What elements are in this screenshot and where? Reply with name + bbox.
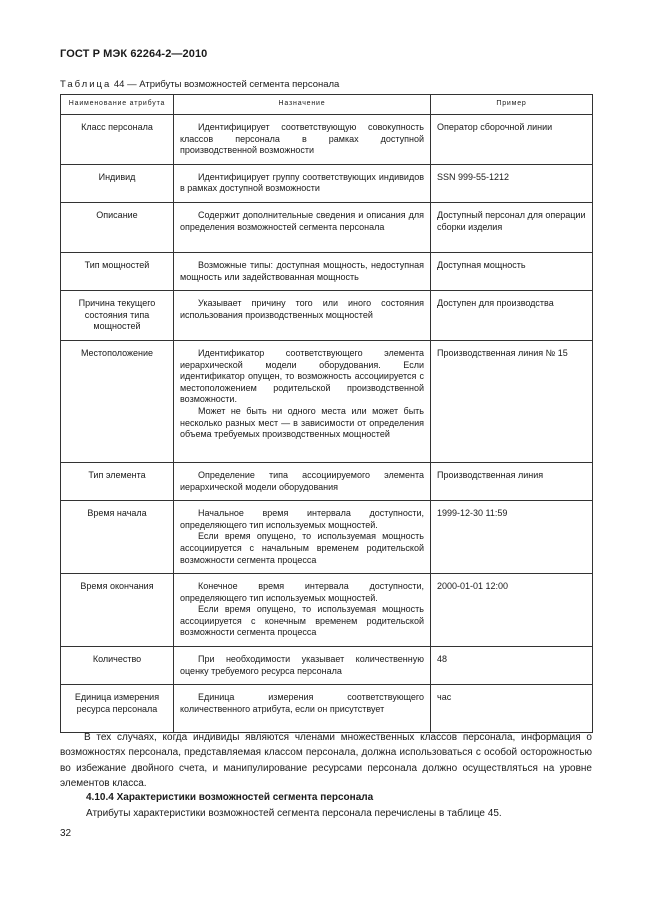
- cell-example: Производственная линия: [431, 462, 593, 500]
- column-header-purpose: Назначение: [174, 95, 431, 115]
- cell-attribute-name: Тип мощностей: [61, 252, 174, 290]
- cell-attribute-name: Тип элемента: [61, 462, 174, 500]
- table-row: [61, 647, 593, 685]
- table-row: [61, 574, 593, 647]
- table-caption-label: Таблица: [60, 79, 112, 90]
- cell-example: Производственная линия № 15: [431, 340, 593, 462]
- table-caption-title: 44 — Атрибуты возможностей сегмента персонала: [111, 79, 340, 90]
- table-caption: [60, 79, 339, 90]
- cell-attribute-name: Причина текущего состояния типа мощностей: [61, 291, 174, 341]
- cell-purpose: [174, 647, 431, 685]
- purpose-paragraph: Начальное время интервала доступности, определяющего тип используемых мощностей.: [180, 508, 424, 530]
- purpose-paragraph: Идентификатор соответствующего элемента иерархической модели оборудования. Если идентификатор опущен, то возможность ассоциируется с местоположением родительской производственной возможности.: [180, 347, 424, 405]
- cell-purpose: [174, 501, 431, 574]
- purpose-paragraph: Единица измерения соответствующего количественного атрибута, если он присутствует: [180, 692, 424, 714]
- purpose-paragraph: Определение типа ассоциируемого элемента иерархической модели оборудования: [180, 469, 424, 492]
- table-row: [61, 202, 593, 252]
- purpose-paragraph: Идентифицирует соответствующую совокупность классов персонала в рамках доступной производственной возможности: [180, 122, 424, 156]
- cell-attribute-name: Описание: [61, 202, 174, 252]
- purpose-paragraph: Содержит дополнительные сведения и описания для определения возможностей сегмента персонала: [180, 209, 424, 232]
- column-header-example: Пример: [431, 95, 593, 115]
- cell-purpose: [174, 462, 431, 500]
- section-text: Атрибуты характеристики возможностей сегмента персонала перечислены в таблице 45.: [86, 808, 502, 819]
- cell-example: час: [431, 685, 593, 733]
- cell-purpose: [174, 574, 431, 647]
- purpose-paragraph: Если время опущено, то используемая мощность ассоциируется с конечным временем родительской возможности сегмента процесса: [180, 604, 424, 638]
- cell-attribute-name: Время окончания: [61, 574, 174, 647]
- table-row: [61, 685, 593, 733]
- purpose-paragraph: Может не быть ни одного места или может быть несколько разных мест — в зависимости от определения объема требуемых производственных мощностей: [180, 405, 424, 440]
- table-row: [61, 501, 593, 574]
- cell-attribute-name: Класс персонала: [61, 115, 174, 165]
- purpose-paragraph: Указывает причину того или иного состояния использования производственных мощностей: [180, 298, 424, 320]
- column-header-name: Наименование атрибута: [61, 95, 174, 115]
- cell-attribute-name: Единица измерения ресурса персонала: [61, 685, 174, 733]
- cell-purpose: [174, 252, 431, 290]
- cell-attribute-name: Количество: [61, 647, 174, 685]
- cell-example: SSN 999-55-1212: [431, 164, 593, 202]
- purpose-paragraph: Если время опущено, то используемая мощность ассоциируется с начальным временем родительской возможности сегмента процесса: [180, 531, 424, 565]
- purpose-paragraph: Идентифицирует группу соответствующих индивидов в рамках доступной возможности: [180, 171, 424, 194]
- cell-purpose: [174, 291, 431, 341]
- body-paragraph-text: В тех случаях, когда индивиды являются членами множественных классов персонала, информация о возможностях персонала, представляемая классом персонала, должна использоваться с особой осторожностью во избежание двойного счета, и манипулирование ресурсами персонала должно осуществляться на уровне элементов класса.: [60, 732, 592, 790]
- cell-example: 1999-12-30 11:59: [431, 501, 593, 574]
- cell-attribute-name: Местоположение: [61, 340, 174, 462]
- table-row: [61, 252, 593, 290]
- cell-purpose: [174, 340, 431, 462]
- table-row: [61, 115, 593, 165]
- body-paragraph: [60, 730, 592, 792]
- table-body: [61, 115, 593, 733]
- cell-purpose: [174, 164, 431, 202]
- cell-purpose: [174, 202, 431, 252]
- attributes-table: [60, 94, 593, 733]
- table-row: [61, 340, 593, 462]
- cell-attribute-name: Индивид: [61, 164, 174, 202]
- table-row: [61, 164, 593, 202]
- document-header: ГОСТ Р МЭК 62264-2—2010: [60, 48, 208, 60]
- purpose-paragraph: Возможные типы: доступная мощность, недоступная мощность или задействованная мощность: [180, 259, 424, 282]
- cell-example: Оператор сборочной линии: [431, 115, 593, 165]
- cell-example: Доступная мощность: [431, 252, 593, 290]
- cell-attribute-name: Время начала: [61, 501, 174, 574]
- cell-example: Доступен для производства: [431, 291, 593, 341]
- section-heading: 4.10.4 Характеристики возможностей сегмента персонала: [86, 792, 374, 803]
- page-number: 32: [60, 828, 72, 839]
- table-row: [61, 291, 593, 341]
- cell-purpose: [174, 115, 431, 165]
- table-row: [61, 462, 593, 500]
- purpose-paragraph: Конечное время интервала доступности, определяющего тип используемых мощностей.: [180, 581, 424, 603]
- cell-purpose: [174, 685, 431, 733]
- cell-example: Доступный персонал для операции сборки изделия: [431, 202, 593, 252]
- table-header-row: [61, 95, 593, 115]
- purpose-paragraph: При необходимости указывает количественную оценку требуемого ресурса персонала: [180, 654, 424, 676]
- cell-example: 2000-01-01 12:00: [431, 574, 593, 647]
- cell-example: 48: [431, 647, 593, 685]
